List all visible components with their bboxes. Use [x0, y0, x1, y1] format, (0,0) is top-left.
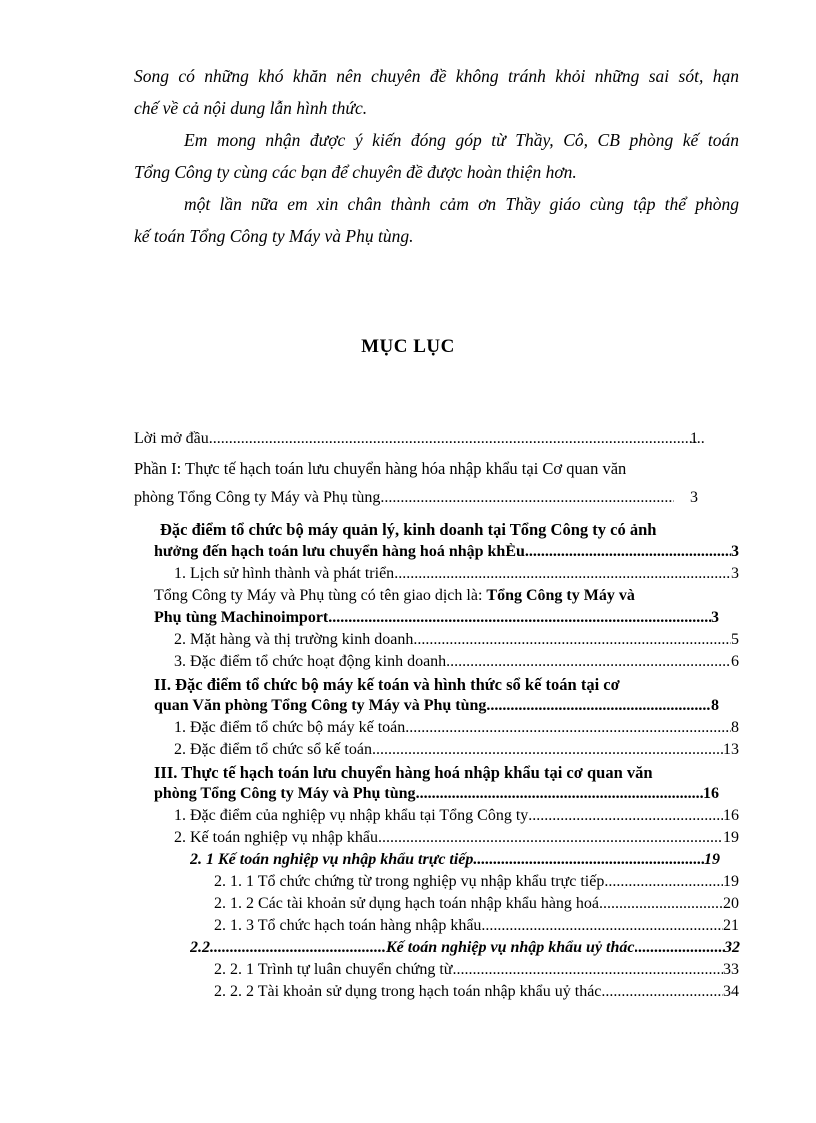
toc-page-number: 16	[723, 807, 739, 824]
toc-leader	[486, 697, 711, 715]
toc-entry-text: Lời mở đầu	[134, 430, 209, 447]
toc-entry-1-2[interactable]	[174, 631, 739, 649]
toc-page-number: 3	[690, 489, 698, 506]
toc-leader	[378, 829, 723, 847]
toc-entry-text: quan Văn phòng Tổng Công ty Máy và Phụ tùng	[154, 697, 487, 714]
toc-title: MỤC LỤC	[361, 336, 455, 357]
toc-note-line2[interactable]	[154, 609, 719, 627]
toc-page-number: 5	[731, 631, 739, 648]
toc-leader	[380, 489, 674, 507]
toc-leader	[446, 653, 731, 671]
toc-entry-text: 2. 2. 2 Tài khoản sử dụng trong hạch toán nhập khẩu uỷ thác	[214, 983, 602, 1000]
toc-entry-loi-mo-dau[interactable]	[134, 430, 704, 448]
intro-line: Song có những khó khăn nên chuyên đề không tránh khỏi những sai sót, hạn	[134, 66, 739, 86]
toc-section-3-line1[interactable]: III. Thực tế hạch toán lưu chuyển hàng hoá nhập khẩu tại cơ quan văn	[154, 763, 653, 782]
toc-leader	[528, 807, 723, 825]
toc-entry-text: 1. Lịch sử hình thành và phát triển	[174, 565, 395, 582]
toc-leader	[394, 565, 731, 583]
toc-leader	[601, 983, 723, 1001]
toc-entry-phan1-line2[interactable]	[134, 489, 674, 507]
toc-entry-3-1[interactable]	[174, 807, 739, 825]
toc-leader	[328, 609, 711, 627]
toc-section-1-line2[interactable]	[154, 543, 739, 561]
toc-entry-text: 2. 1. 2 Các tài khoản sử dụng hạch toán nhập khẩu hàng hoá	[214, 895, 600, 912]
intro-line: Em mong nhận được ý kiến đóng góp từ Thầy, Cô, CB phòng kế toán	[184, 130, 739, 150]
toc-page-number: 21	[723, 917, 739, 934]
toc-page-number: 3	[731, 543, 739, 560]
toc-entry-text: Phụ tùng Machinoimport	[154, 609, 329, 626]
toc-page-number: 19	[723, 873, 739, 890]
toc-entry-text: 2. 1 Kế toán nghiệp vụ nhập khẩu trực tiếp	[190, 851, 474, 868]
toc-entry-text: 1. Đặc điểm tổ chức bộ máy kế toán	[174, 719, 406, 736]
toc-entry-3-2-1-3[interactable]	[214, 917, 739, 935]
toc-leader	[405, 719, 731, 737]
toc-entry-3-2-1-2[interactable]	[214, 895, 739, 913]
toc-leader	[413, 631, 731, 649]
toc-page-number: 19	[723, 829, 739, 846]
toc-entry-1-1[interactable]	[174, 565, 739, 583]
intro-line: một lần nữa em xin chân thành cảm ơn Thầy giáo cùng tập thể phòng	[184, 194, 739, 214]
toc-section-1-line1[interactable]: Đặc điểm tổ chức bộ máy quản lý, kinh doanh tại Tổng Công ty có ảnh	[160, 520, 657, 539]
toc-entry-1-3[interactable]	[174, 653, 739, 671]
toc-page-number: 32	[724, 939, 740, 956]
intro-line: Tổng Công ty cùng các bạn để chuyên đề được hoàn thiện hơn.	[134, 162, 577, 182]
toc-entry-3-2-2-1[interactable]	[214, 961, 739, 979]
toc-leader	[635, 939, 725, 957]
toc-page-number: 3	[731, 565, 739, 582]
toc-entry-text: 2. 1. 1 Tổ chức chứng từ trong nghiệp vụ nhập khẩu trực tiếp	[214, 873, 605, 890]
toc-leader	[210, 939, 386, 957]
toc-leader	[372, 741, 723, 759]
toc-entry-text: hưởng đến hạch toán lưu chuyển hàng hoá nhập khÈu	[154, 543, 525, 560]
toc-page-number: 8	[731, 719, 739, 736]
toc-entry-text: 2. 1. 3 Tổ chức hạch toán hàng nhập khẩu	[214, 917, 482, 934]
toc-entry-text: 2. 2. 1 Trình tự luân chuyển chứng từ	[214, 961, 453, 978]
toc-page-number: 16	[703, 785, 719, 802]
toc-entry-text: phòng Tổng Công ty Máy và Phụ tùng	[154, 785, 416, 802]
toc-entry-3-2-1[interactable]	[190, 851, 720, 869]
intro-line: kế toán Tổng Công ty Máy và Phụ tùng.	[134, 226, 414, 246]
toc-entry-2-2[interactable]	[174, 741, 739, 759]
toc-entry-3-2-2-2[interactable]	[214, 983, 739, 1001]
toc-entry-text: 2. Kế toán nghiệp vụ nhập khẩu	[174, 829, 378, 846]
toc-section-2-line2[interactable]	[154, 697, 719, 715]
toc-entry-3-2[interactable]	[174, 829, 739, 847]
toc-entry-text: 2. Mặt hàng và thị trường kinh doanh	[174, 631, 414, 648]
toc-page-number: 1	[690, 430, 698, 447]
intro-line: chế về cả nội dung lẫn hình thức.	[134, 98, 368, 118]
toc-entry-3-2-2[interactable]	[190, 939, 740, 957]
toc-leader	[473, 851, 704, 869]
toc-entry-text: 3. Đặc điểm tổ chức hoạt động kinh doanh	[174, 653, 447, 670]
toc-leader	[452, 961, 723, 979]
toc-leader	[525, 543, 731, 561]
toc-leader	[599, 895, 723, 913]
toc-section-2-line1[interactable]: II. Đặc điểm tổ chức bộ máy kế toán và hình thức sổ kế toán tại cơ	[154, 675, 620, 694]
toc-page-number: 34	[723, 983, 739, 1000]
toc-page-number: 8	[711, 697, 719, 714]
toc-section-3-line2[interactable]	[154, 785, 719, 803]
toc-page-number: 6	[731, 653, 739, 670]
toc-leader	[416, 785, 703, 803]
toc-page-number: 3	[711, 609, 719, 626]
closing-paragraphs	[134, 60, 739, 252]
toc-entry-2-1[interactable]	[174, 719, 739, 737]
toc-entry-3-2-1-1[interactable]	[214, 873, 739, 891]
toc-entry-number: 2.2	[190, 939, 210, 956]
toc-page-number: 20	[723, 895, 739, 912]
toc-leader	[604, 873, 723, 891]
toc-leader	[209, 430, 704, 448]
toc-note-bold: Tổng Công ty Máy và	[486, 587, 635, 604]
toc-entry-phan1-line1[interactable]: Phần I: Thực tế hạch toán lưu chuyển hàng hóa nhập khẩu tại Cơ quan văn	[134, 459, 627, 478]
toc-entry-text: 1. Đặc điểm của nghiệp vụ nhập khẩu tại Tổng Công ty	[174, 807, 529, 824]
toc-leader	[481, 917, 723, 935]
toc-note-plain: Tổng Công ty Máy và Phụ tùng có tên giao dịch là:	[154, 587, 483, 604]
toc-note-line1[interactable]	[154, 587, 635, 605]
toc-page-number: 19	[704, 851, 720, 868]
toc-entry-text: phòng Tổng Công ty Máy và Phụ tùng	[134, 489, 381, 506]
toc-page-number: 33	[723, 961, 739, 978]
toc-page-number: 13	[723, 741, 739, 758]
toc-entry-text: 2. Đặc điểm tổ chức sổ kế toán	[174, 741, 372, 758]
toc-entry-text: Kế toán nghiệp vụ nhập khẩu uỷ thác	[386, 939, 635, 956]
